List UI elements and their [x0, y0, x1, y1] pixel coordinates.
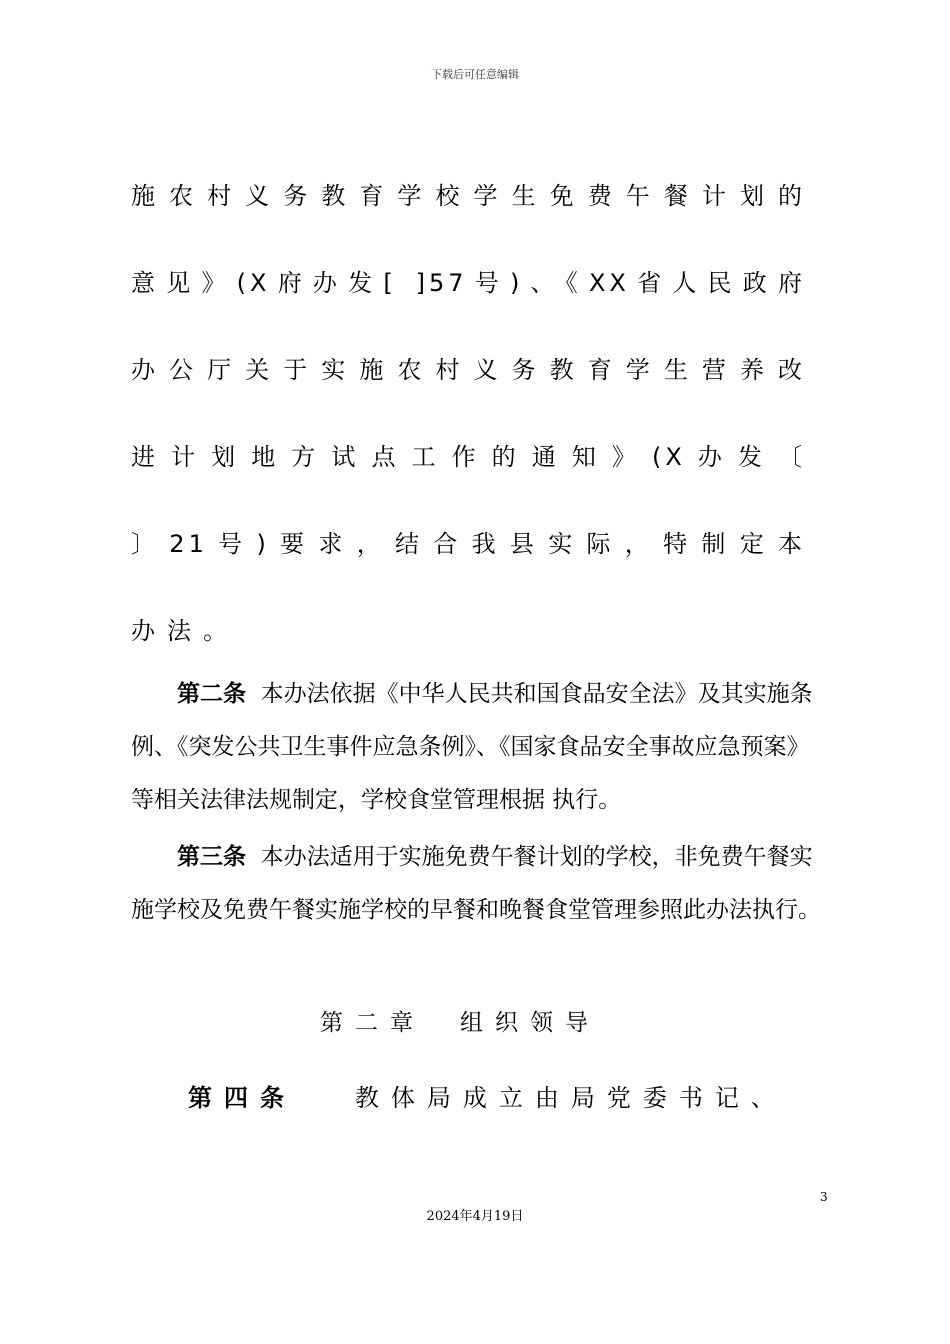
body-line-6: 办法。 — [131, 617, 239, 645]
article-3 — [131, 831, 821, 937]
article-4-text: 教体局成立由局党委书记、 — [354, 1084, 787, 1112]
article-4 — [188, 1078, 794, 1113]
article-3-label: 第三条 — [177, 844, 246, 870]
article-2 — [131, 668, 821, 827]
article-2-label: 第二条 — [177, 681, 246, 707]
body-line-2: 意见》(X府办发[ ]57号)、《XX省人民政府 — [131, 269, 806, 297]
chapter-title: 第二章 组织领导 — [320, 1010, 600, 1036]
body-line-4: 进计划地方试点工作的通知》(X办发〔 — [131, 443, 806, 471]
footer-date: 2024年4月19日 — [426, 1209, 524, 1224]
article-2-text: 本办法依据《中华人民共和国食品安全法》及其实施条例、《突发公共卫生事件应急条例》、《国家食品安全事故应急预案》等相关法律法规制定，学校食堂管理根据 执行。 — [131, 681, 813, 813]
page-header: 下载后可任意编辑 — [431, 68, 519, 81]
body-line-1: 施农村义务教育学校学生免费午餐计划的 — [131, 182, 806, 210]
body-line-3: 办公厅关于实施农村义务教育学生营养改 — [131, 356, 806, 384]
article-4-label: 第四条 — [188, 1084, 296, 1112]
article-3-text: 本办法适用于实施免费午餐计划的学校，非免费午餐实施学校及免费午餐实施学校的早餐和晚餐食堂管理参照此办法执行。 — [131, 844, 821, 923]
body-line-5: 〕21号)要求，结合我县实际，特制定本 — [131, 530, 806, 558]
page-number: 3 — [820, 1190, 828, 1204]
